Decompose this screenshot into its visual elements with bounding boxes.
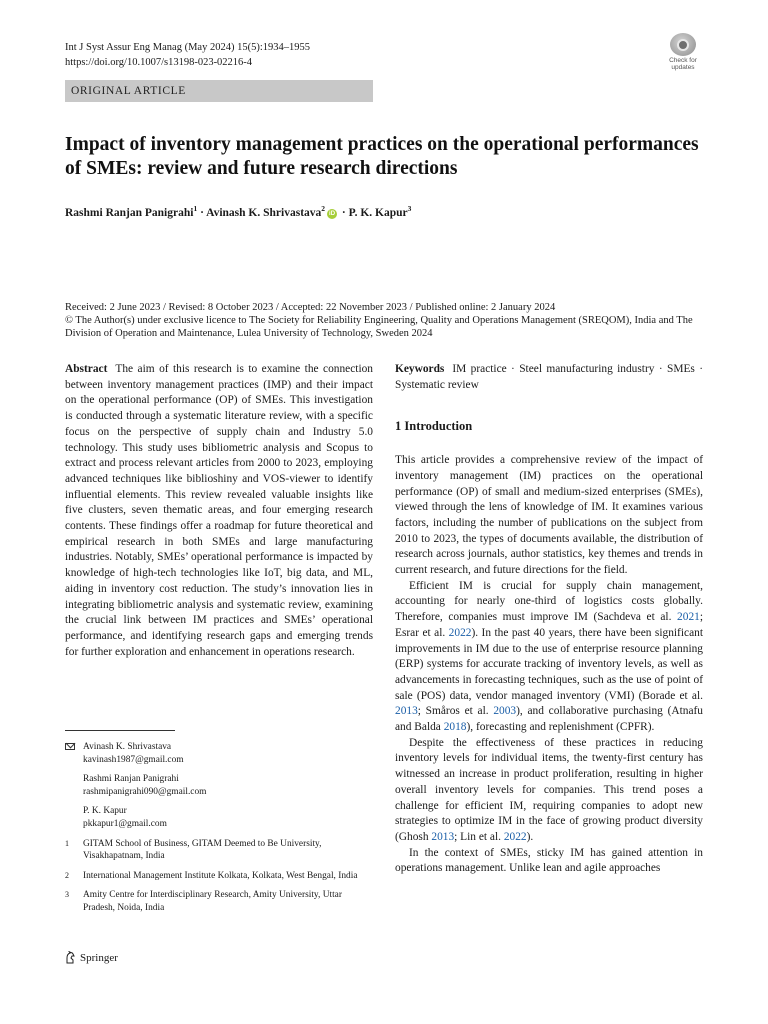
contact-email[interactable]: kavinash1987@gmail.com <box>83 754 184 765</box>
publisher-name: Springer <box>80 951 118 964</box>
citation-link[interactable]: 2018 <box>443 721 467 734</box>
footnote-divider <box>65 730 175 731</box>
article-type-label: ORIGINAL ARTICLE <box>65 80 373 102</box>
check-for-updates-badge[interactable] <box>664 33 702 71</box>
contact-entry <box>65 805 365 830</box>
citation-link[interactable]: 2022 <box>448 626 472 639</box>
contact-email[interactable]: rashmipanigrahi090@gmail.com <box>83 786 207 797</box>
citation-link[interactable]: 2013 <box>431 830 455 843</box>
citation-link[interactable]: 2003 <box>493 705 517 718</box>
contact-name: P. K. Kapur <box>83 806 127 817</box>
affiliation-entry <box>65 838 365 863</box>
author-name[interactable]: Rashmi Ranjan Panigrahi <box>65 206 194 219</box>
author-name[interactable]: P. K. Kapur <box>348 206 408 219</box>
author-separator: · <box>197 206 207 219</box>
affiliation-entry <box>65 870 365 883</box>
right-column <box>395 362 703 877</box>
abstract-text: The aim of this research is to examine the connection between inventory management practices (IMP) and their impact on the operational performance (OP) of SMEs. This investigation is conducted through a systematic literature review, with a specific focus on the perspective of supply chain and Industry 5.0 technology. This study uses bibliometric analysis and Scopus to extract and process relevant articles from 2000 to 2023, employing advanced techniques like biblioshiny and VOS-viewer to identify influential elements. This review revealed valuable insights like five clusters, seven thematic areas, and four emerging research contents. These findings offer a roadmap for future theoretical and empirical research in both SMEs and large manufacturing industries. Notably, SMEs’ operational performance is impacted by knowledge of high-tech technologies like IoT, big data, and ML, aiding in inventory cost reduction. The study’s innovation lies in integrating bibliometric analysis and systematic review, examining the crucial link between IM practices and SMEs’ operational performance, and identifying research gaps and emerging trends for further exploration and enhancement in operations research. <box>65 363 373 658</box>
affiliation-ref: 2 <box>321 204 326 213</box>
citation-link[interactable]: 2022 <box>503 830 527 843</box>
text-run: ; Esrar et al. <box>395 611 703 639</box>
journal-citation: Int J Syst Assur Eng Manag (May 2024) 15(5):1934–1955 <box>65 42 310 53</box>
abstract-heading: Abstract <box>65 363 108 375</box>
affiliation-number: 2 <box>65 870 69 880</box>
affiliation-number: 3 <box>65 890 69 900</box>
copyright-line: © The Author(s) under exclusive licence to The Society for Reliability Engineering, Quality and Operations Management (SREQOM), India and The Division of Operation and Maintenance, Lulea University of Technology, Sweden 2024 <box>65 315 693 339</box>
publication-history <box>65 301 715 340</box>
text-run: ; Småros et al. <box>417 705 494 718</box>
article-title: Impact of inventory management practices on the operational performances of SMEs: review and future research directions <box>65 134 699 179</box>
intro-paragraph <box>395 736 703 846</box>
springer-horse-icon <box>65 951 76 964</box>
check-updates-icon <box>670 33 696 56</box>
text-run: ), forecasting and replenishment (CPFR). <box>466 721 655 734</box>
contact-name: Avinash K. Shrivastava <box>83 742 172 752</box>
affiliation-entry <box>65 889 365 914</box>
orcid-icon[interactable]: iD <box>329 210 336 217</box>
text-run: ; Lin et al. <box>454 830 504 843</box>
contact-name: Rashmi Ranjan Panigrahi <box>83 774 179 785</box>
citation-link[interactable]: 2021 <box>677 611 700 624</box>
section-heading-introduction: 1 Introduction <box>395 419 473 434</box>
publisher-mark <box>65 951 118 964</box>
abstract-section <box>65 362 373 660</box>
envelope-icon <box>65 743 75 750</box>
journal-metadata <box>65 40 310 70</box>
contact-email[interactable]: pkkapur1@gmail.com <box>83 818 167 829</box>
citation-link[interactable]: 2013 <box>395 705 418 718</box>
keywords-heading: Keywords <box>395 363 445 375</box>
author-name[interactable]: Avinash K. Shrivastava <box>206 206 322 219</box>
text-run: Despite the effectiveness of these practices in reducing inventory levels for individual items, the twenty-first century has witnessed an increase in product proliferation, resulting in higher overall inventory levels for companies. This trend poses a challenge for efficient IM, requiring companies to adopt new strategies to optimize IM in the face of growing product diversity (Ghosh <box>395 736 703 843</box>
contact-entry <box>65 741 365 766</box>
text-run: ), and collaborative purchasing (Atnafu and Balda <box>395 705 703 734</box>
keywords-text: IM practice · Steel manufacturing industry · SMEs · Systematic review <box>395 363 703 391</box>
affiliation-ref: 1 <box>193 204 198 213</box>
intro-paragraph <box>395 579 703 736</box>
author-separator: · <box>339 206 349 219</box>
intro-paragraph: This article provides a comprehensive review of the impact of inventory management (IM) practices on the operational performance (OP) of small and medium-sized enterprises (SMEs), viewed through the lens of knowledge of IM. It examines various factors, including the number of publications on the subject from 2010 to 2023, the types of documents available, the distribution of research across journals, author statistics, key themes and trends in current research, and future directions for the field. <box>395 454 703 577</box>
affiliation-number: 1 <box>65 838 69 848</box>
text-run: Efficient IM is crucial for supply chain management, accounting for nearly one-third of logistics costs globally. Therefore, companies must improve IM (Sachdeva et al. <box>395 579 703 624</box>
author-contacts <box>65 741 365 922</box>
dates-line: Received: 2 June 2023 / Revised: 8 October 2023 / Accepted: 22 November 2023 / Published online: 2 January 2024 <box>65 302 556 313</box>
affiliation-text: GITAM School of Business, GITAM Deemed to Be University, Visakhapatnam, India <box>83 838 322 862</box>
affiliation-text: International Management Institute Kolkata, Kolkata, West Bengal, India <box>83 870 358 881</box>
affiliation-ref: 3 <box>407 204 412 213</box>
keywords-block <box>395 362 703 393</box>
author-list <box>65 201 411 221</box>
affiliation-text: Amity Centre for Interdisciplinary Research, Amity University, Uttar Pradesh, Noida, India <box>83 890 342 913</box>
text-run: ). In the past 40 years, there have been significant improvements in IM due to the use of enterprise resource planning (ERP) systems for accurate tracking of inventory levels, as well as advancements in forecasting techniques, such as the use of point of sale (POS) data, vendor managed inventory (VMI) (Borade et al. <box>395 626 703 702</box>
intro-paragraph: In the context of SMEs, sticky IM has gained attention in operations management. Unlike lean and agile approaches <box>395 846 703 875</box>
contact-entry <box>65 773 365 798</box>
text-run: ). <box>526 830 534 843</box>
doi-link[interactable]: https://doi.org/10.1007/s13198-023-02216-4 <box>65 57 253 68</box>
check-updates-label: Check for updates <box>669 57 697 71</box>
